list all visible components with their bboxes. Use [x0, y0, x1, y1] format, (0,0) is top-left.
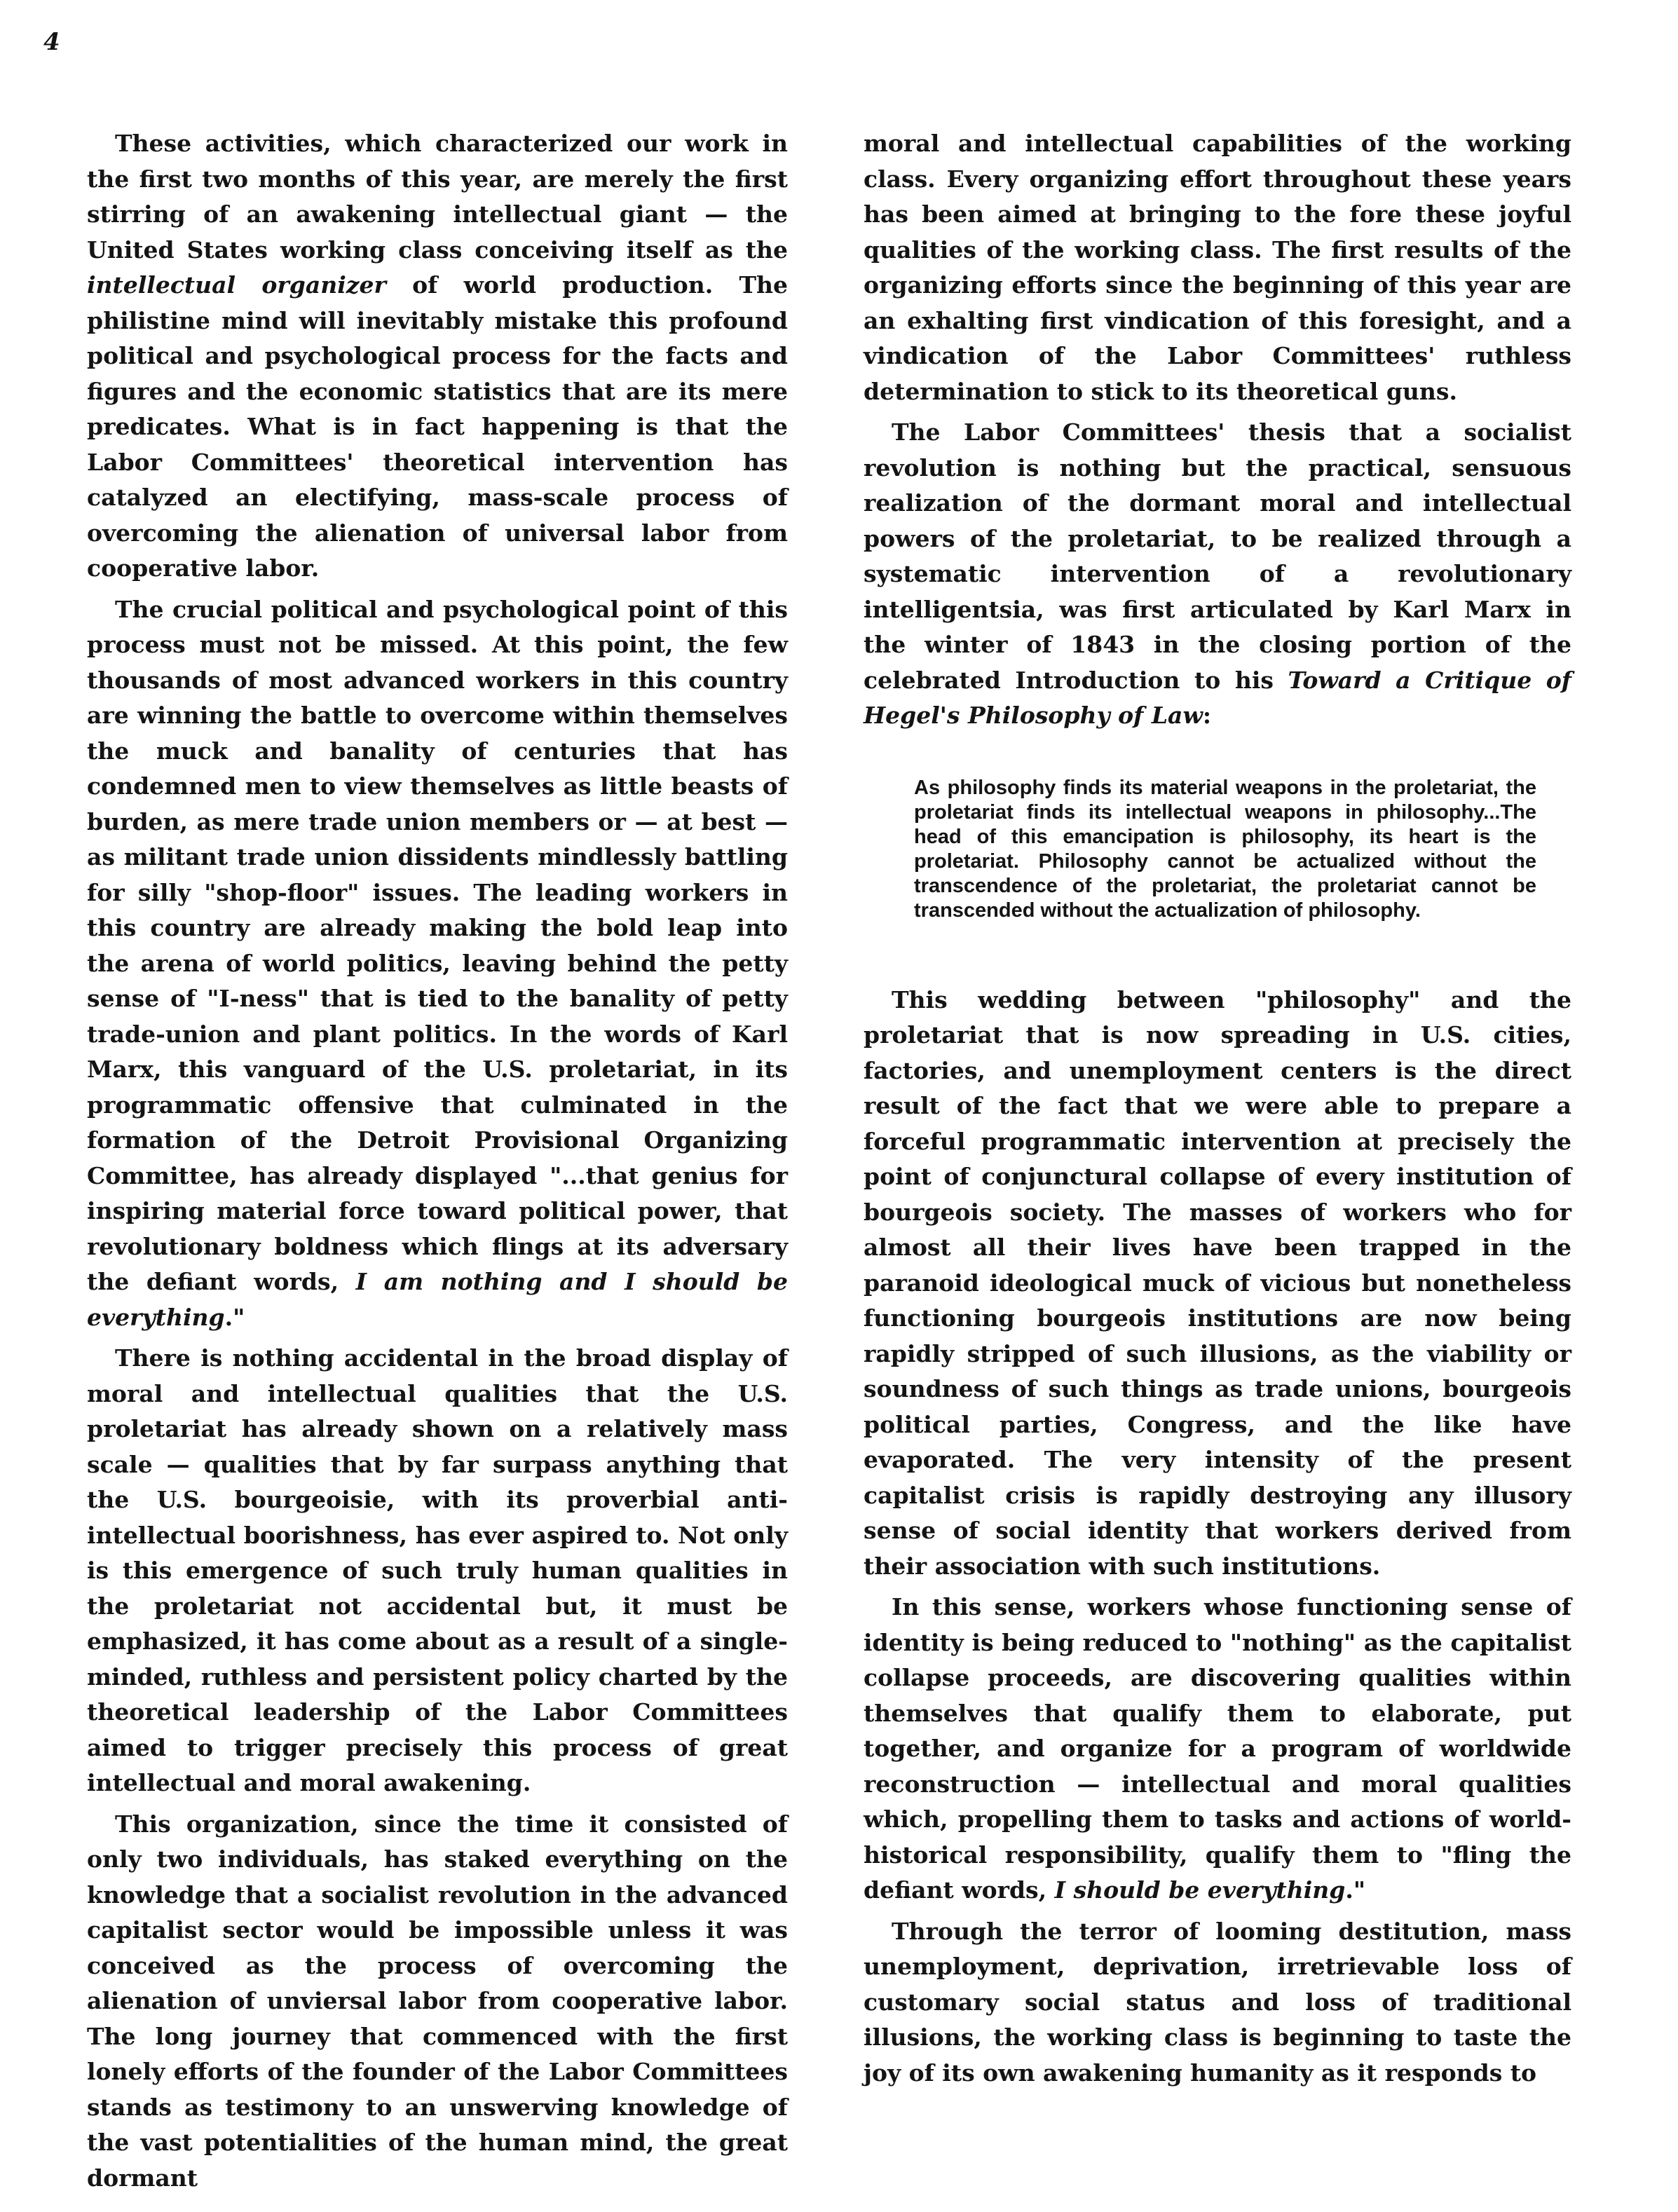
- right-p4-text-a: In this sense, workers whose functioning sense of identity is being reduced to "nothing" as the capitalist collapse proceeds, are discovering qualities within themselves that qualify them to elaborate, put together, and organize for a program of worldwide reconstruction — intellectual and moral qualities which, propelling them to tasks and actions of world-historical responsibility, qualify them to "fling the defiant words,: [864, 1593, 1571, 1904]
- right-paragraph-3: This wedding between "philosophy" and the proletariat that is now spreading in U.S. cities, factories, and unemployment centers is the direct result of the fact that we were able to prepare a forceful programmatic intervention at precisely the point of conjunctural collapse of every institution of bourgeois society. The masses of workers who for almost all their lives have been trapped in the paranoid ideological muck of vicious but nonetheless functioning bourgeois institutions are now being rapidly stripped of such illusions, as the viability or soundness of such things as trade unions, bourgeois political parties, Congress, and the like have evaporated. The very intensity of the present capitalist crisis is rapidly destroying any illusory sense of social identity that workers derived from their association with such institutions.: [864, 985, 1571, 1580]
- left-paragraph-2: [87, 592, 788, 1336]
- block-quote: As philosophy finds its material weapons in the proletariat, the proletariat finds its intellectual weapons in philosophy...The head of this emancipation is philosophy, its heart is the proletariat. Philosophy cannot be actualized without the transcendence of the proletariat, the proletariat cannot be transcended without the actualization of philosophy.: [914, 776, 1536, 922]
- left-column: [87, 126, 788, 2201]
- left-p1-text-b: of world production. The philistine mind will inevitably mistake this profound political and psychological process for the facts and figures and the economic statistics that are its mere predicates. What is in fact happening is that the Labor Committees' theoretical intervention has catalyzed an electifying, mass-scale process of overcoming the alienation of universal labor from cooperative labor.: [87, 271, 788, 582]
- left-p2-text-a: The crucial political and psychological point of this process must not be missed. At this point, the few thousands of most advanced workers in this country are winning the battle to overcome within themselves the muck and banality of centuries that has condemned men to view themselves as little beasts of burden, as mere trade union members or — at best — as militant trade union dissidents mindlessly battling for silly "shop-floor" issues. The leading workers in this country are already making the bold leap into the arena of world politics, leaving behind the petty sense of "I-ness" that is tied to the banality of petty trade-union and plant politics. In the words of Karl Marx, this vanguard of the U.S. proletariat, in its programmatic offensive that culminated in the formation of the Detroit Provisional Organizing Committee, has already displayed "...that genius for inspiring material force toward political power, that revolutionary boldness which flings at its adversary the defiant words,: [87, 595, 788, 1295]
- right-paragraph-2: [864, 415, 1571, 734]
- left-p1-text-a: These activities, which characterized our work in the first two months of this year, are merely the first stirring of an awakening intellectual giant — the United States working class conceiving itself as the: [87, 130, 788, 264]
- left-paragraph-3: There is nothing accidental in the broad display of moral and intellectual qualities that the U.S. proletariat has already shown on a relatively mass scale — qualities that by far surpass anything that the U.S. bourgeoisie, with its proverbial anti-intellectual boorishness, has ever aspired to. Not only is this emergence of such truly human qualities in the proletariat not accidental but, it must be emphasized, it has come about as a result of a single-minded, ruthless and persistent policy charted by the theoretical leadership of the Labor Committees aimed to trigger precisely this process of great intellectual and moral awakening.: [87, 1344, 788, 1796]
- right-p2-text-b: :: [1202, 702, 1212, 729]
- left-p2-text-b: .": [224, 1303, 245, 1331]
- left-paragraph-4: This organization, since the time it consisted of only two individuals, has staked everything on the knowledge that a socialist revolution in the advanced capitalist sector would be impossible unless it was conceived as the process of overcoming the alienation of unviersal labor from cooperative labor. The long journey that commenced with the first lonely efforts of the founder of the Labor Committees stands as testimony to an unswerving knowledge of the vast potentialities of the human mind, the great dormant: [87, 1810, 788, 2192]
- right-paragraph-5: Through the terror of looming destitution, mass unemployment, deprivation, irretrievable loss of customary social status and loss of traditional illusions, the working class is beginning to taste the joy of its own awakening humanity as it responds to: [864, 1917, 1571, 2087]
- page-number: 4: [43, 28, 60, 56]
- right-column: [864, 126, 1571, 2096]
- left-p2-emphasis: I am nothing and I should be everything: [87, 1268, 789, 1331]
- left-paragraph-1: [87, 126, 788, 587]
- right-p2-emphasis: Toward a Critique of Hegel's Philosophy of Law: [864, 666, 1571, 729]
- right-paragraph-1: moral and intellectual capabilities of the working class. Every organizing effort throughout these years has been aimed at bringing to the fore these joyful qualities of the working class. The first results of the organizing efforts since the beginning of this year are an exhalting first vindication of this foresight, and a vindication of the Labor Committees' ruthless determination to stick to its theoretical guns.: [864, 130, 1571, 405]
- right-p2-text-a: The Labor Committees' thesis that a socialist revolution is nothing but the practical, sensuous realization of the dormant moral and intellectual powers of the proletariat, to be realized through a systematic intervention of a revolutionary intelligentsia, was first articulated by Karl Marx in the winter of 1843 in the closing portion of the celebrated Introduction to his: [864, 418, 1571, 694]
- right-paragraph-4: [864, 1590, 1571, 1909]
- right-p4-text-b: .": [1345, 1876, 1366, 1904]
- left-p1-emphasis: intellectual organizer: [87, 271, 386, 299]
- right-p4-emphasis: I should be everything: [1054, 1876, 1346, 1904]
